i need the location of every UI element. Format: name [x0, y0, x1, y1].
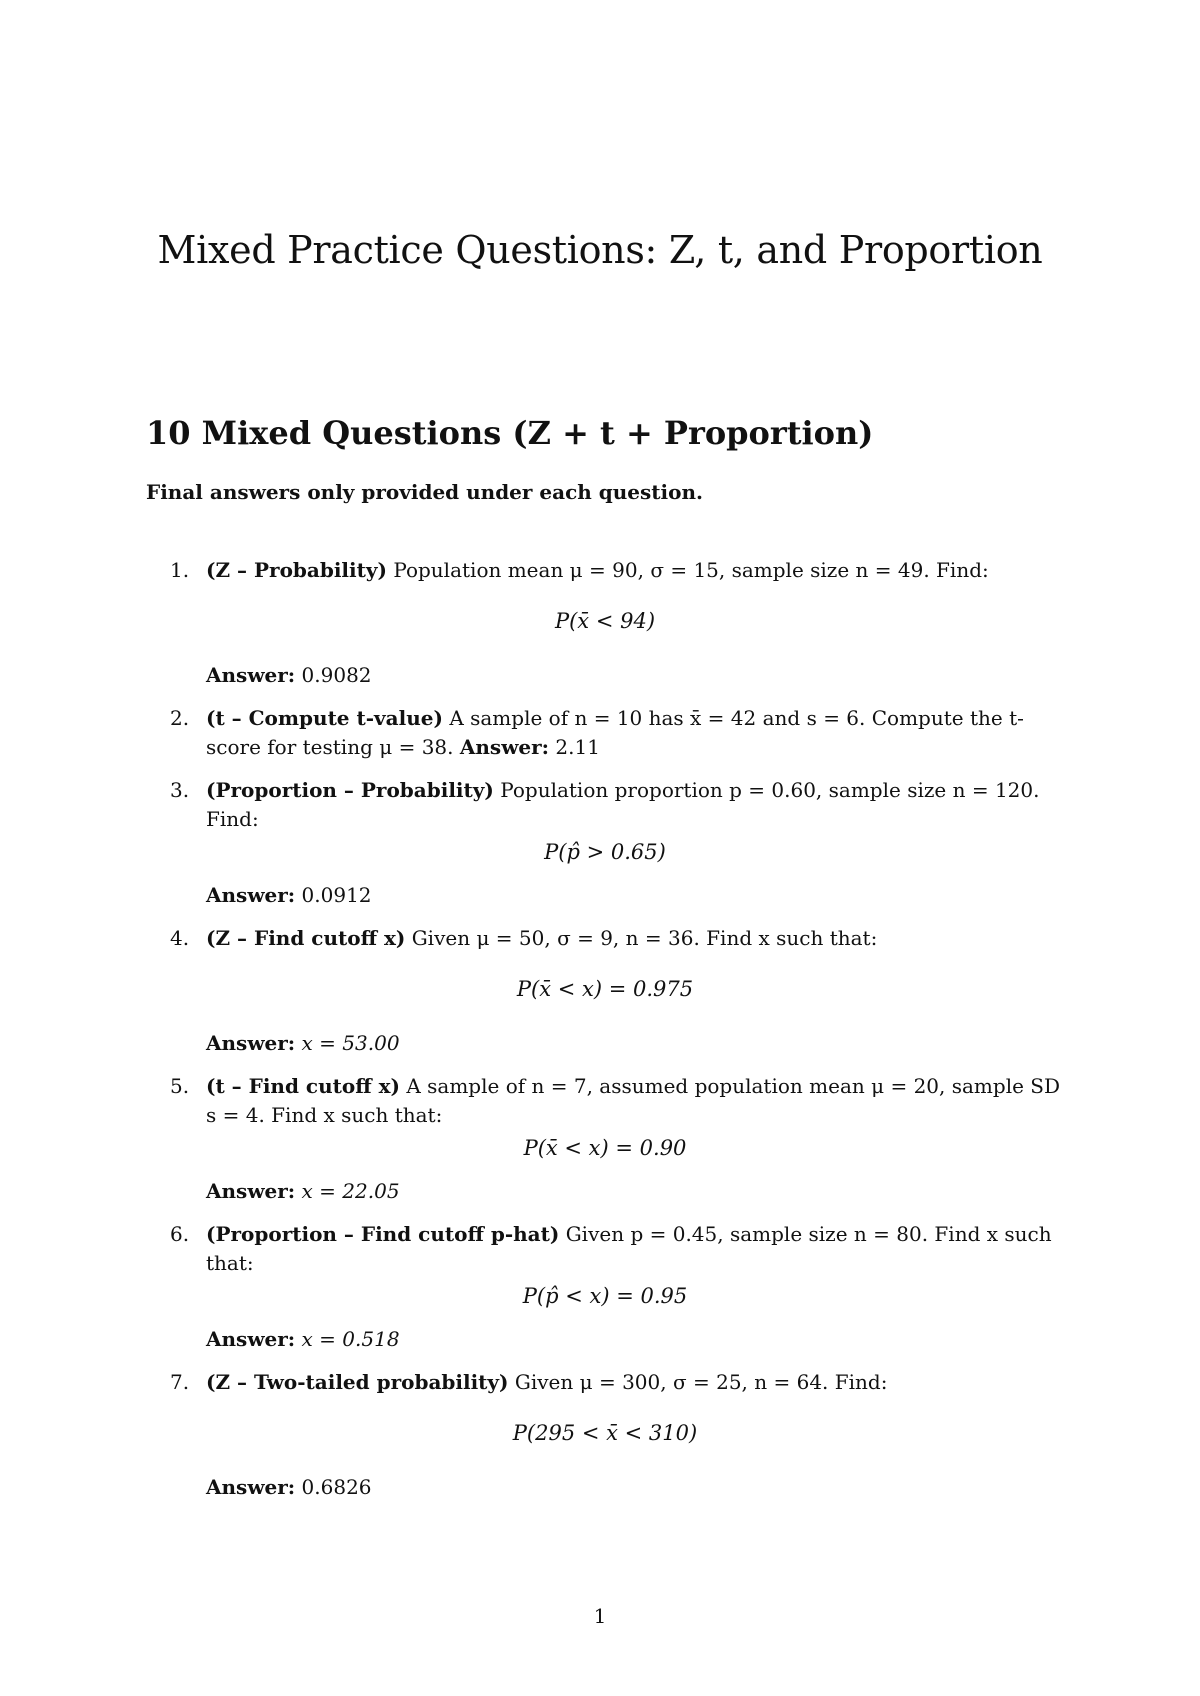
- answer-line: [206, 1177, 1064, 1206]
- question-number: 3.: [170, 778, 190, 802]
- question-number: 1.: [170, 558, 190, 582]
- question-category: (Proportion – Probability): [206, 778, 494, 802]
- question-stem: [206, 1072, 1064, 1130]
- display-equation: P(x̄ < 94): [554, 609, 656, 633]
- question-category: (Proportion – Find cutoff p-hat): [206, 1222, 560, 1246]
- question-stem: [206, 776, 1064, 834]
- question-number: 5.: [170, 1074, 190, 1098]
- question-text: Given μ = 50, σ = 9, n = 36. Find x such that:: [411, 926, 878, 950]
- question-number: 7.: [170, 1370, 190, 1394]
- answer-line: [206, 1325, 1064, 1354]
- question-stem: [206, 704, 1064, 762]
- document-title: Mixed Practice Questions: Z, t, and Proportion: [157, 228, 1043, 272]
- question-text: A sample of n = 7, assumed population mean μ = 20, sample SD s = 4. Find x such that:: [206, 1074, 1061, 1127]
- section-heading: 10 Mixed Questions (Z + t + Proportion): [146, 414, 874, 452]
- question-category: (Z – Two-tailed probability): [206, 1370, 509, 1394]
- question-text: Given p = 0.45, sample size n = 80. Find x such that:: [206, 1222, 1052, 1275]
- question-category: (t – Compute t-value): [206, 706, 443, 730]
- question-category: (Z – Probability): [206, 558, 387, 582]
- question-list: [0, 556, 1200, 1502]
- question-item: [0, 1368, 1200, 1502]
- answer-value: 0.0912: [301, 883, 372, 907]
- question-number: 2.: [170, 706, 190, 730]
- display-equation: P(x̄ < x) = 0.975: [516, 977, 694, 1001]
- question-item: [0, 776, 1200, 910]
- display-equation: P(x̄ < x) = 0.90: [523, 1136, 687, 1160]
- answer-label: Answer:: [206, 663, 296, 687]
- page-number: 1: [593, 1604, 607, 1628]
- question-text: Given μ = 300, σ = 25, n = 64. Find:: [514, 1370, 888, 1394]
- answer-value: x = 0.518: [301, 1327, 400, 1351]
- answer-label: Answer:: [459, 735, 550, 759]
- question-stem: [206, 924, 1064, 953]
- answer-line: [206, 1029, 1064, 1058]
- question-stem: [206, 1220, 1064, 1278]
- question-item: [0, 704, 1200, 762]
- answer-value: 0.6826: [301, 1475, 372, 1499]
- answer-label: Answer:: [206, 883, 296, 907]
- answer-value: 2.11: [555, 735, 600, 759]
- question-text: Population proportion p = 0.60, sample size n = 120. Find:: [206, 778, 1040, 831]
- answer-value: x = 53.00: [301, 1031, 400, 1055]
- question-category: (t – Find cutoff x): [206, 1074, 400, 1098]
- question-item: [0, 1072, 1200, 1206]
- display-equation: P(p̂ < x) = 0.95: [522, 1284, 688, 1308]
- intro-text: Final answers only provided under each question.: [146, 480, 703, 504]
- display-equation: P(p̂ > 0.65): [544, 840, 666, 864]
- answer-label: Answer:: [206, 1179, 296, 1203]
- question-text: A sample of n = 10 has x̄ = 42 and s = 6. Compute the t-score for testing μ = 38.: [206, 706, 1024, 759]
- answer-label: Answer:: [206, 1031, 296, 1055]
- question-stem: [206, 556, 1064, 585]
- answer-line: [206, 1473, 1064, 1502]
- question-number: 4.: [170, 926, 190, 950]
- question-stem: [206, 1368, 1064, 1397]
- question-number: 6.: [170, 1222, 190, 1246]
- answer-label: Answer:: [206, 1327, 296, 1351]
- answer-line: [206, 661, 1064, 690]
- answer-line: [206, 881, 1064, 910]
- question-category: (Z – Find cutoff x): [206, 926, 406, 950]
- question-item: [0, 556, 1200, 690]
- question-item: [0, 1220, 1200, 1354]
- answer-label: Answer:: [206, 1475, 296, 1499]
- question-item: [0, 924, 1200, 1058]
- display-equation: P(295 < x̄ < 310): [512, 1421, 698, 1445]
- answer-value: 0.9082: [301, 663, 372, 687]
- answer-value: x = 22.05: [301, 1179, 400, 1203]
- question-text: Population mean μ = 90, σ = 15, sample size n = 49. Find:: [393, 558, 989, 582]
